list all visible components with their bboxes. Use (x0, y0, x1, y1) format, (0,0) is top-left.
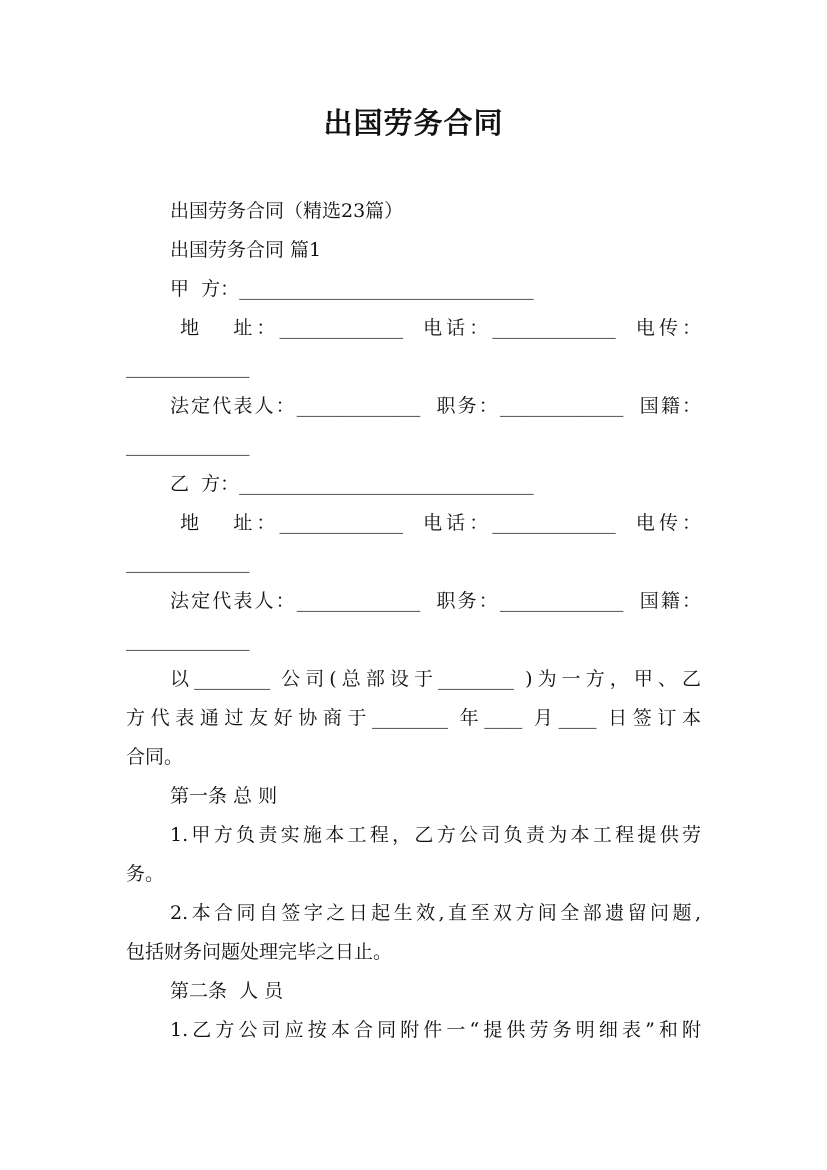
preamble-line-1: 以________ 公司(总部设于________ )为一方，甲、乙 (170, 668, 701, 690)
article-1-clause-1-line-2: 务。 (126, 863, 165, 885)
party-a-representative-line: 法定代表人：_____________ 职务：_____________ 国籍： (170, 395, 701, 417)
party-b-fax-blank: _____________ (126, 551, 250, 573)
party-b-representative-line: 法定代表人：_____________ 职务：_____________ 国籍： (170, 590, 701, 612)
party-b-address-line: 地 址：_____________ 电话：_____________ 电传： (170, 512, 701, 534)
article-2-clause-1-line-1: 1.乙方公司应按本合同附件一“提供劳务明细表”和附 (170, 1019, 701, 1041)
article-1-heading: 第一条 总 则 (170, 785, 278, 807)
article-1-clause-1-line-1: 1.甲方负责实施本工程，乙方公司负责为本工程提供劳 (170, 824, 701, 846)
article-1-clause-2-line-2: 包括财务问题处理完毕之日止。 (126, 941, 393, 963)
section-heading: 出国劳务合同 篇1 (170, 239, 322, 261)
preamble-line-2: 方代表通过友好协商于________ 年____ 月____ 日签订本 (126, 707, 701, 729)
article-2-heading: 第二条 人 员 (170, 980, 284, 1002)
party-a-line: 甲 方：_______________________________ (170, 278, 534, 300)
preamble-line-3: 合同。 (126, 746, 184, 768)
document-title: 出国劳务合同 (323, 106, 504, 140)
party-a-fax-blank: _____________ (126, 356, 250, 378)
party-b-line: 乙 方：_______________________________ (170, 473, 534, 495)
article-1-clause-2-line-1: 2.本合同自签字之日起生效,直至双方间全部遗留问题, (170, 902, 701, 924)
party-b-nationality-blank: _____________ (126, 629, 250, 651)
party-a-address-line: 地 址：_____________ 电话：_____________ 电传： (170, 317, 701, 339)
subtitle-line: 出国劳务合同（精选23篇） (170, 200, 404, 222)
party-a-nationality-blank: _____________ (126, 434, 250, 456)
